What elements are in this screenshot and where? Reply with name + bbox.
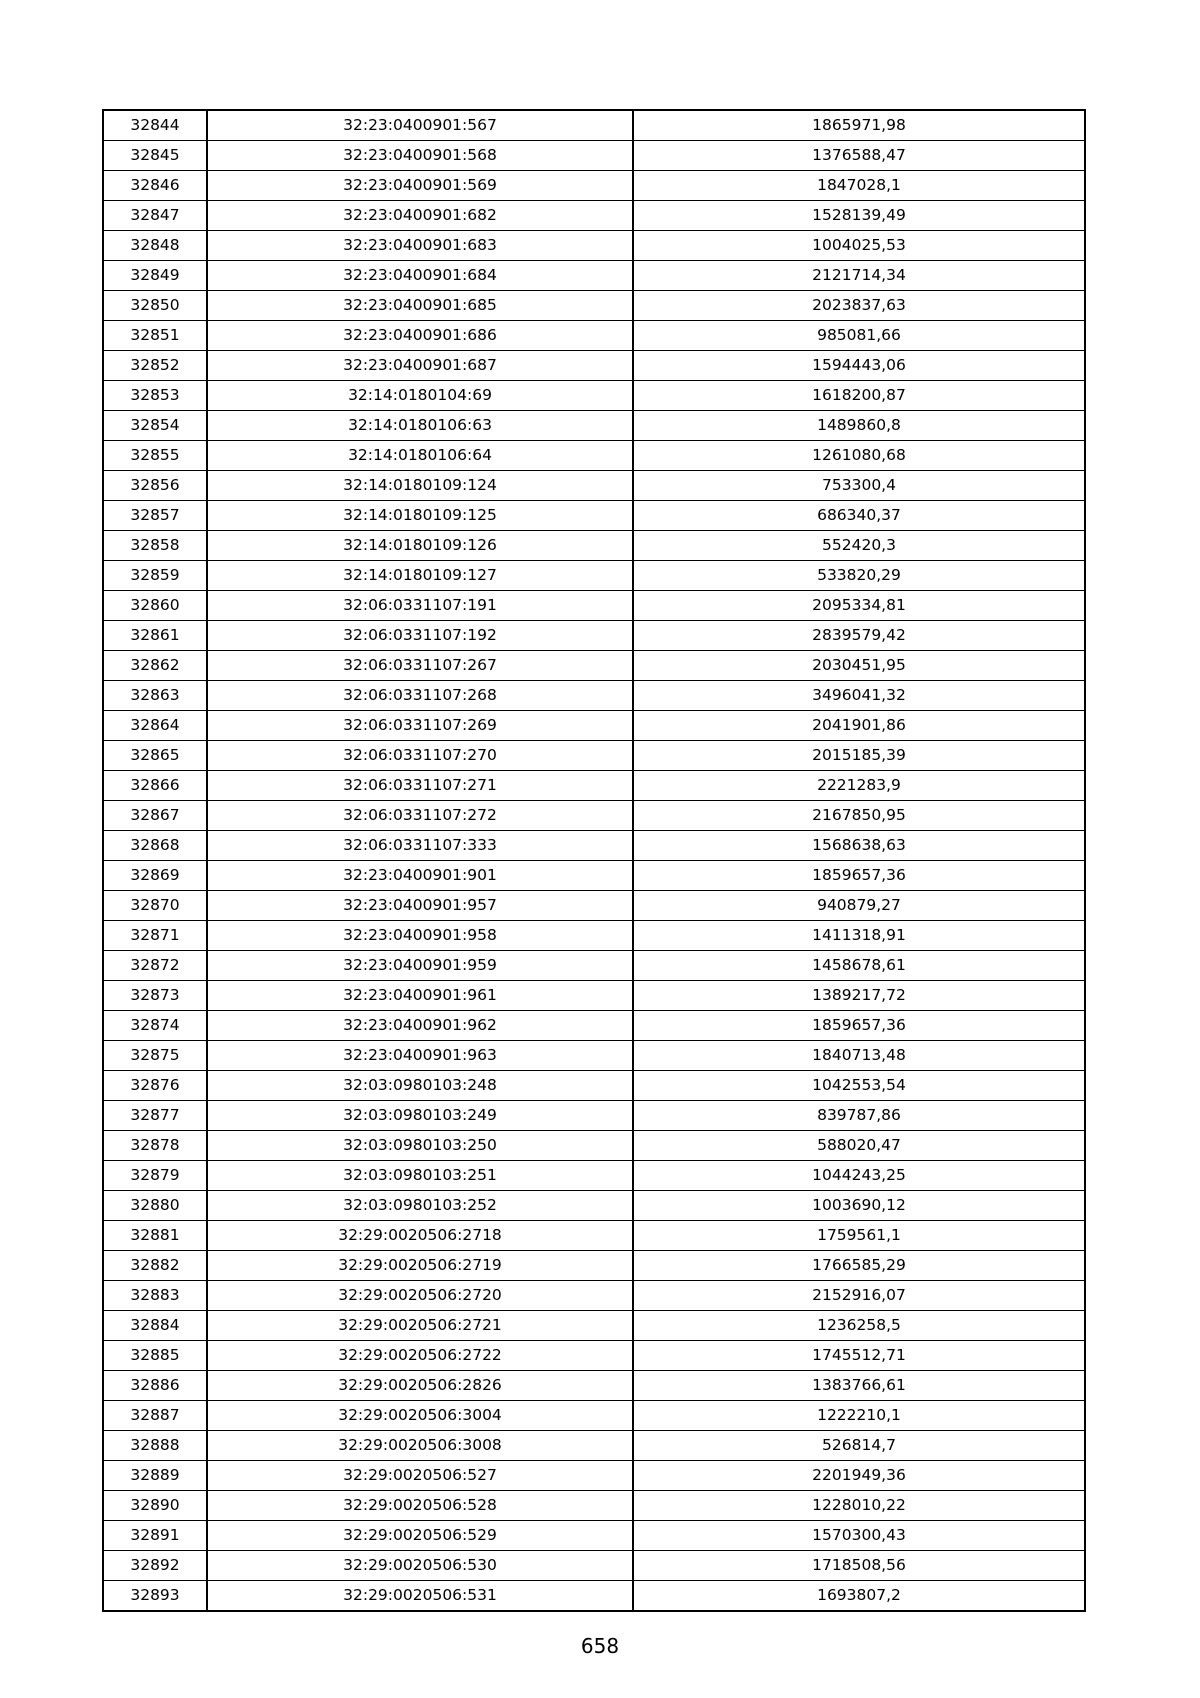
table-row: [103, 1341, 1085, 1371]
row-number-cell: 32876: [103, 1071, 207, 1101]
row-number-cell: 32850: [103, 291, 207, 321]
row-number-cell: 32877: [103, 1101, 207, 1131]
row-number-cell: 32848: [103, 231, 207, 261]
row-number-cell: 32857: [103, 501, 207, 531]
table-row: [103, 951, 1085, 981]
cadastral-value-cell: 533820,29: [633, 561, 1085, 591]
cadastral-value-cell: 1376588,47: [633, 141, 1085, 171]
row-number-cell: 32859: [103, 561, 207, 591]
cadastral-value-cell: 1222210,1: [633, 1401, 1085, 1431]
cadastral-value-cell: 1261080,68: [633, 441, 1085, 471]
table-row: [103, 1131, 1085, 1161]
row-number-cell: 32847: [103, 201, 207, 231]
cadastral-number-cell: 32:29:0020506:3008: [207, 1431, 633, 1461]
row-number-cell: 32887: [103, 1401, 207, 1431]
row-number-cell: 32852: [103, 351, 207, 381]
cadastral-number-cell: 32:23:0400901:686: [207, 321, 633, 351]
row-number-cell: 32885: [103, 1341, 207, 1371]
cadastral-number-cell: 32:03:0980103:252: [207, 1191, 633, 1221]
table-row: [103, 1191, 1085, 1221]
row-number-cell: 32892: [103, 1551, 207, 1581]
row-number-cell: 32861: [103, 621, 207, 651]
cadastral-number-cell: 32:23:0400901:962: [207, 1011, 633, 1041]
row-number-cell: 32890: [103, 1491, 207, 1521]
cadastral-value-cell: 2839579,42: [633, 621, 1085, 651]
page-number: 658: [580, 1634, 620, 1658]
cadastral-number-cell: 32:23:0400901:684: [207, 261, 633, 291]
cadastral-number-cell: 32:03:0980103:250: [207, 1131, 633, 1161]
table-row: [103, 471, 1085, 501]
cadastral-number-cell: 32:29:0020506:2826: [207, 1371, 633, 1401]
row-number-cell: 32884: [103, 1311, 207, 1341]
cadastral-value-cell: 1528139,49: [633, 201, 1085, 231]
table-row: [103, 1071, 1085, 1101]
row-number-cell: 32883: [103, 1281, 207, 1311]
cadastral-number-cell: 32:03:0980103:248: [207, 1071, 633, 1101]
row-number-cell: 32853: [103, 381, 207, 411]
cadastral-value-cell: 1228010,22: [633, 1491, 1085, 1521]
row-number-cell: 32860: [103, 591, 207, 621]
row-number-cell: 32849: [103, 261, 207, 291]
cadastral-number-cell: 32:29:0020506:531: [207, 1581, 633, 1612]
cadastral-number-cell: 32:23:0400901:685: [207, 291, 633, 321]
cadastral-value-cell: 2201949,36: [633, 1461, 1085, 1491]
cadastral-number-cell: 32:06:0331107:271: [207, 771, 633, 801]
cadastral-value-cell: 1745512,71: [633, 1341, 1085, 1371]
cadastral-number-cell: 32:23:0400901:963: [207, 1041, 633, 1071]
cadastral-number-cell: 32:23:0400901:957: [207, 891, 633, 921]
cadastral-number-cell: 32:06:0331107:191: [207, 591, 633, 621]
table-row: [103, 741, 1085, 771]
row-number-cell: 32880: [103, 1191, 207, 1221]
row-number-cell: 32872: [103, 951, 207, 981]
cadastral-value-cell: 1759561,1: [633, 1221, 1085, 1251]
cadastral-number-cell: 32:14:0180106:64: [207, 441, 633, 471]
cadastral-number-cell: 32:14:0180106:63: [207, 411, 633, 441]
cadastral-number-cell: 32:29:0020506:529: [207, 1521, 633, 1551]
cadastral-number-cell: 32:23:0400901:901: [207, 861, 633, 891]
table-row: [103, 1461, 1085, 1491]
cadastral-value-cell: 1693807,2: [633, 1581, 1085, 1612]
table-row: [103, 1221, 1085, 1251]
cadastral-value-cell: 552420,3: [633, 531, 1085, 561]
table-row: [103, 1251, 1085, 1281]
table-row: [103, 621, 1085, 651]
table-row: [103, 1041, 1085, 1071]
cadastral-number-cell: 32:23:0400901:958: [207, 921, 633, 951]
cadastral-value-cell: 753300,4: [633, 471, 1085, 501]
table-row: [103, 411, 1085, 441]
row-number-cell: 32863: [103, 681, 207, 711]
table-row: [103, 291, 1085, 321]
row-number-cell: 32854: [103, 411, 207, 441]
table-row: [103, 1371, 1085, 1401]
table-row: [103, 1521, 1085, 1551]
table-row: [103, 1311, 1085, 1341]
row-number-cell: 32873: [103, 981, 207, 1011]
cadastral-value-cell: 1594443,06: [633, 351, 1085, 381]
cadastral-value-cell: 2167850,95: [633, 801, 1085, 831]
cadastral-value-cell: 940879,27: [633, 891, 1085, 921]
row-number-cell: 32862: [103, 651, 207, 681]
table-row: [103, 1401, 1085, 1431]
table-row: [103, 1551, 1085, 1581]
row-number-cell: 32881: [103, 1221, 207, 1251]
row-number-cell: 32886: [103, 1371, 207, 1401]
table-row: [103, 110, 1085, 141]
cadastral-number-cell: 32:23:0400901:567: [207, 110, 633, 141]
cadastral-value-cell: 1458678,61: [633, 951, 1085, 981]
table-row: [103, 1581, 1085, 1612]
row-number-cell: 32845: [103, 141, 207, 171]
table-row: [103, 891, 1085, 921]
cadastral-value-cell: 2121714,34: [633, 261, 1085, 291]
cadastral-value-cell: 1766585,29: [633, 1251, 1085, 1281]
cadastral-number-cell: 32:06:0331107:333: [207, 831, 633, 861]
cadastral-value-cell: 1840713,48: [633, 1041, 1085, 1071]
cadastral-value-cell: 839787,86: [633, 1101, 1085, 1131]
cadastral-value-cell: 1865971,98: [633, 110, 1085, 141]
cadastral-number-cell: 32:29:0020506:527: [207, 1461, 633, 1491]
cadastral-number-cell: 32:29:0020506:530: [207, 1551, 633, 1581]
cadastral-value-cell: 1568638,63: [633, 831, 1085, 861]
table-row: [103, 321, 1085, 351]
table-row: [103, 231, 1085, 261]
cadastral-value-cell: 526814,7: [633, 1431, 1085, 1461]
row-number-cell: 32865: [103, 741, 207, 771]
row-number-cell: 32882: [103, 1251, 207, 1281]
cadastral-value-cell: 1847028,1: [633, 171, 1085, 201]
table-row: [103, 801, 1085, 831]
cadastral-number-cell: 32:14:0180104:69: [207, 381, 633, 411]
cadastral-value-cell: 2041901,86: [633, 711, 1085, 741]
cadastral-number-cell: 32:14:0180109:126: [207, 531, 633, 561]
cadastral-number-cell: 32:29:0020506:528: [207, 1491, 633, 1521]
cadastral-value-cell: 1236258,5: [633, 1311, 1085, 1341]
table-row: [103, 351, 1085, 381]
cadastral-value-cell: 1044243,25: [633, 1161, 1085, 1191]
row-number-cell: 32879: [103, 1161, 207, 1191]
cadastral-value-cell: 2030451,95: [633, 651, 1085, 681]
row-number-cell: 32864: [103, 711, 207, 741]
table-row: [103, 141, 1085, 171]
table-row: [103, 981, 1085, 1011]
cadastral-number-cell: 32:23:0400901:961: [207, 981, 633, 1011]
table-row: [103, 771, 1085, 801]
table-row: [103, 171, 1085, 201]
cadastral-number-cell: 32:23:0400901:568: [207, 141, 633, 171]
cadastral-value-cell: 2095334,81: [633, 591, 1085, 621]
row-number-cell: 32868: [103, 831, 207, 861]
row-number-cell: 32870: [103, 891, 207, 921]
cadastral-value-cell: 1004025,53: [633, 231, 1085, 261]
cadastral-number-cell: 32:03:0980103:249: [207, 1101, 633, 1131]
cadastral-value-cell: 1411318,91: [633, 921, 1085, 951]
table-row: [103, 1101, 1085, 1131]
cadastral-value-cell: 1489860,8: [633, 411, 1085, 441]
table-row: [103, 561, 1085, 591]
cadastral-number-cell: 32:23:0400901:569: [207, 171, 633, 201]
cadastral-number-cell: 32:14:0180109:125: [207, 501, 633, 531]
cadastral-number-cell: 32:06:0331107:192: [207, 621, 633, 651]
row-number-cell: 32893: [103, 1581, 207, 1612]
row-number-cell: 32875: [103, 1041, 207, 1071]
cadastral-number-cell: 32:06:0331107:267: [207, 651, 633, 681]
cadastral-value-cell: 1718508,56: [633, 1551, 1085, 1581]
cadastral-value-cell: 2015185,39: [633, 741, 1085, 771]
table-row: [103, 921, 1085, 951]
table-row: [103, 711, 1085, 741]
table-row: [103, 1011, 1085, 1041]
cadastral-value-cell: 588020,47: [633, 1131, 1085, 1161]
cadastral-value-cell: 1618200,87: [633, 381, 1085, 411]
table-row: [103, 501, 1085, 531]
cadastral-value-cell: 1389217,72: [633, 981, 1085, 1011]
cadastral-number-cell: 32:03:0980103:251: [207, 1161, 633, 1191]
cadastral-number-cell: 32:29:0020506:2721: [207, 1311, 633, 1341]
cadastral-number-cell: 32:23:0400901:683: [207, 231, 633, 261]
table-row: [103, 861, 1085, 891]
table-row: [103, 831, 1085, 861]
cadastral-number-cell: 32:29:0020506:2719: [207, 1251, 633, 1281]
cadastral-number-cell: 32:06:0331107:269: [207, 711, 633, 741]
row-number-cell: 32858: [103, 531, 207, 561]
row-number-cell: 32888: [103, 1431, 207, 1461]
cadastral-value-cell: 2152916,07: [633, 1281, 1085, 1311]
cadastral-value-cell: 1003690,12: [633, 1191, 1085, 1221]
cadastral-value-cell: 1570300,43: [633, 1521, 1085, 1551]
table-row: [103, 591, 1085, 621]
cadastral-value-cell: 686340,37: [633, 501, 1085, 531]
row-number-cell: 32889: [103, 1461, 207, 1491]
cadastral-number-cell: 32:14:0180109:124: [207, 471, 633, 501]
cadastral-value-cell: 2221283,9: [633, 771, 1085, 801]
cadastral-value-cell: 1383766,61: [633, 1371, 1085, 1401]
cadastral-number-cell: 32:29:0020506:2720: [207, 1281, 633, 1311]
table-row: [103, 201, 1085, 231]
cadastral-value-cell: 2023837,63: [633, 291, 1085, 321]
table-body: [103, 110, 1085, 1611]
cadastral-value-cell: 1042553,54: [633, 1071, 1085, 1101]
table-row: [103, 1161, 1085, 1191]
table-row: [103, 1491, 1085, 1521]
cadastral-value-cell: 3496041,32: [633, 681, 1085, 711]
cadastral-value-cell: 985081,66: [633, 321, 1085, 351]
cadastral-value-table: [102, 109, 1086, 1612]
row-number-cell: 32867: [103, 801, 207, 831]
table-row: [103, 1281, 1085, 1311]
cadastral-number-cell: 32:23:0400901:682: [207, 201, 633, 231]
cadastral-value-cell: 1859657,36: [633, 861, 1085, 891]
table-row: [103, 531, 1085, 561]
cadastral-number-cell: 32:06:0331107:272: [207, 801, 633, 831]
row-number-cell: 32891: [103, 1521, 207, 1551]
cadastral-number-cell: 32:29:0020506:2718: [207, 1221, 633, 1251]
cadastral-number-cell: 32:14:0180109:127: [207, 561, 633, 591]
table-row: [103, 681, 1085, 711]
row-number-cell: 32874: [103, 1011, 207, 1041]
row-number-cell: 32856: [103, 471, 207, 501]
cadastral-number-cell: 32:06:0331107:268: [207, 681, 633, 711]
row-number-cell: 32851: [103, 321, 207, 351]
cadastral-number-cell: 32:29:0020506:3004: [207, 1401, 633, 1431]
cadastral-number-cell: 32:23:0400901:959: [207, 951, 633, 981]
cadastral-value-cell: 1859657,36: [633, 1011, 1085, 1041]
table-row: [103, 381, 1085, 411]
cadastral-number-cell: 32:06:0331107:270: [207, 741, 633, 771]
row-number-cell: 32878: [103, 1131, 207, 1161]
row-number-cell: 32846: [103, 171, 207, 201]
table-row: [103, 261, 1085, 291]
row-number-cell: 32866: [103, 771, 207, 801]
table-row: [103, 441, 1085, 471]
table-row: [103, 651, 1085, 681]
cadastral-number-cell: 32:23:0400901:687: [207, 351, 633, 381]
table-row: [103, 1431, 1085, 1461]
row-number-cell: 32869: [103, 861, 207, 891]
row-number-cell: 32844: [103, 110, 207, 141]
row-number-cell: 32855: [103, 441, 207, 471]
cadastral-number-cell: 32:29:0020506:2722: [207, 1341, 633, 1371]
row-number-cell: 32871: [103, 921, 207, 951]
